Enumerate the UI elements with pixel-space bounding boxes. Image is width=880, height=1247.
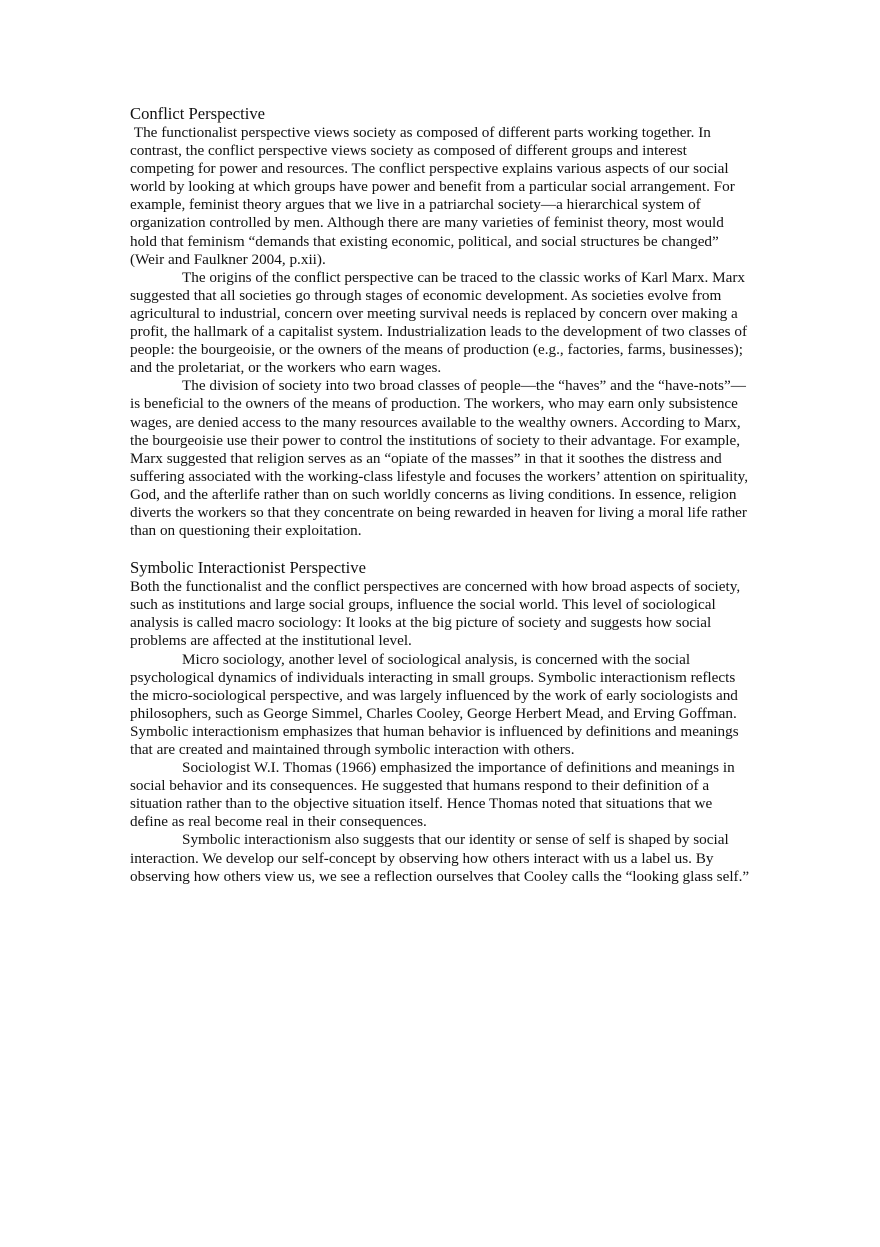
section-symbolic-interactionist-perspective [130,558,752,886]
paragraph: Both the functionalist and the conflict perspectives are concerned with how broad aspects of society, such as institutions and large social groups, influence the social world. This level of sociological analysis is called macro sociology: It looks at the big picture of society and suggests how social problems are affected at the institutional level. [130,578,741,650]
section-heading: Symbolic Interactionist Perspective [130,558,366,578]
paragraph: Sociologist W.I. Thomas (1966) emphasized the importance of definitions and meanings in social behavior and its consequences. He suggested that humans respond to their definition of a situation rather than to the objective situation itself. Hence Thomas noted that situations that we define as real become real in their consequences. [130,759,735,831]
section-heading: Conflict Perspective [130,104,266,123]
paragraph: Symbolic interactionism also suggests that our identity or sense of self is shaped by social interaction. We develop our self-concept by observing how others interact with us a label us. By observing how others view us, we see a reflection ourselves that Cooley calls the “looking glass self.” [130,831,750,885]
document-page [130,104,752,886]
section-conflict-perspective [130,104,752,540]
paragraph: Micro sociology, another level of sociological analysis, is concerned with the social psychological dynamics of individuals interacting in small groups. Symbolic interactionism reflects the micro-sociological perspective, and was largely influenced by the work of early sociologists and philosophers, such as George Simmel, Charles Cooley, George Herbert Mead, and Erving Goffman. Symbolic interactionism emphasizes that human behavior is influenced by definitions and meanings that are created and maintained through symbolic interaction with others. [130,650,739,758]
paragraph: The origins of the conflict perspective can be traced to the classic works of Karl Marx. Marx suggested that all societies go through stages of economic development. As societies evolve from agricultural to industrial, concern over meeting survival needs is replaced by concern over making a profit, the hallmark of a capitalist system. Industrialization leads to the development of two classes of people: the bourgeoisie, or the owners of the means of production (e.g., factories, farms, businesses); and the proletariat, or the workers who earn wages. [130,268,748,377]
paragraph: The division of society into two broad classes of people—the “haves” and the “have-nots”—is beneficial to the owners of the means of production. The workers, who may earn only subsistence wages, are denied access to the many resources available to the wealthy owners. According to Marx, the bourgeoisie use their power to control the institutions of society to their advantage. For example, Marx suggested that religion serves as an “opiate of the masses” in that it soothes the distress and suffering associated with the working-class lifestyle and focuses the workers’ attention on spirituality, God, and the afterlife rather than on such worldly concerns as living conditions. In essence, religion diverts the workers so that they concentrate on being rewarded in heaven for living a moral life rather than on questioning their exploitation. [130,377,749,540]
paragraph: The functionalist perspective views society as composed of different parts working together. In contrast, the conflict perspective views society as composed of different groups and interest competing for power and resources. The conflict perspective explains various aspects of our social world by looking at which groups have power and benefit from a particular social arrangement. For example, feminist theory argues that we live in a patriarchal society—a hierarchical system of organization controlled by men. Although there are many varieties of feminist theory, most would hold that feminism “demands that existing economic, political, and social structures be changed” (Weir and Faulkner 2004, p.xii). [130,124,735,268]
